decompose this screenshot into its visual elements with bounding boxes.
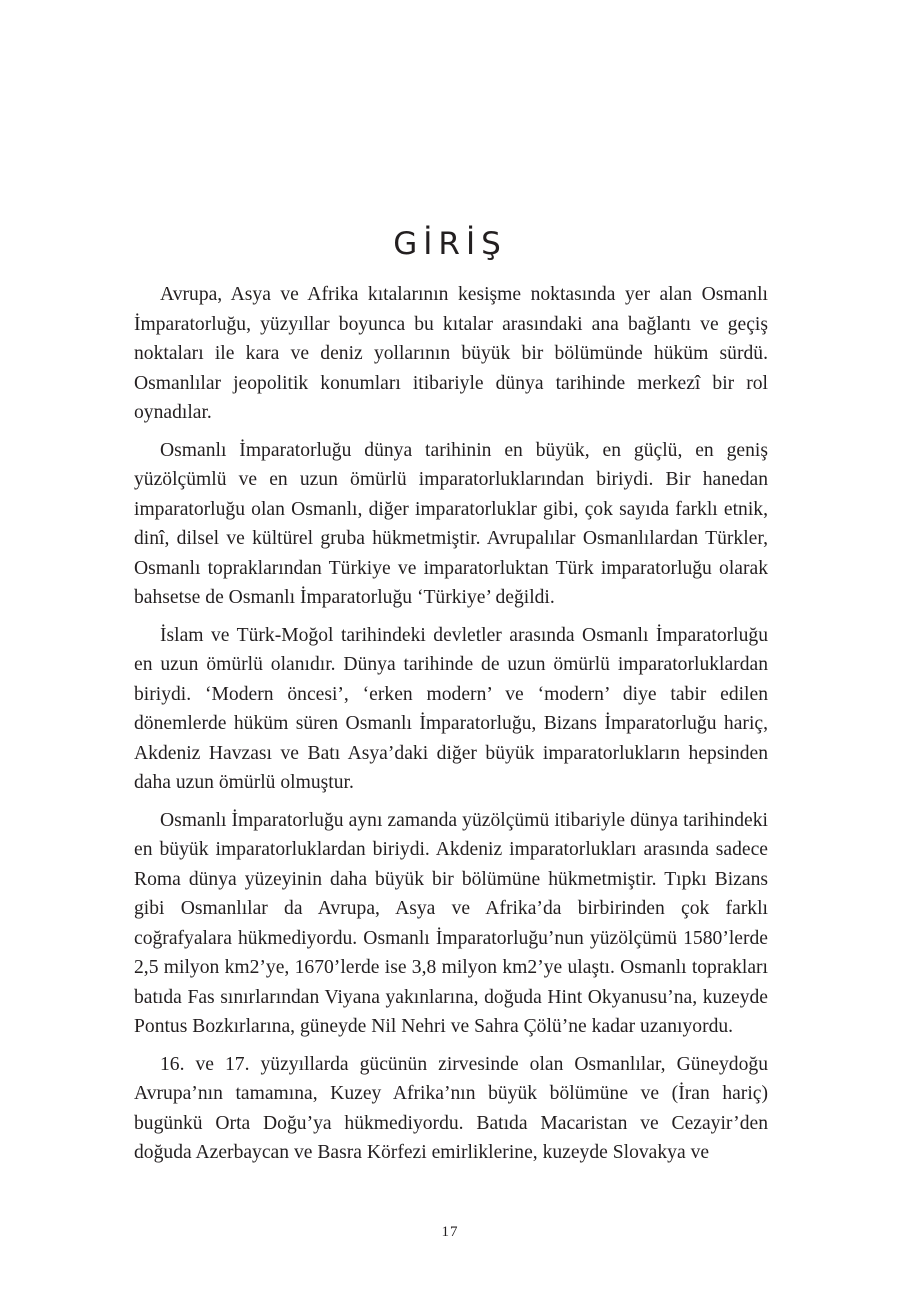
paragraph: 16. ve 17. yüzyıllarda gücünün zirvesinde olan Osmanlılar, Güneydoğu Avrupa’nın tamamına, Kuzey Afrika’nın büyük bölümüne ve (İran hariç) bugünkü Orta Doğu’ya hükmediyordu. Batıda Macaristan ve Cezayir’den doğuda Azerbaycan ve Basra Körfezi emirliklerine, kuzeyde Slovakya ve	[134, 1053, 768, 1163]
chapter-title: GİRİŞ	[393, 226, 507, 262]
paragraph: İslam ve Türk-Moğol tarihindeki devletler arasında Osmanlı İmparatorluğu en uzun ömürlü olanıdır. Dünya tarihinde de uzun ömürlü imparatorluklardan biriydi. ‘Modern öncesi’, ‘erken modern’ ve ‘modern’ diye tabir edilen dönemlerde hüküm süren Osmanlı İmparatorluğu, Bizans İmparatorluğu hariç, Akdeniz Havzası ve Batı Asya’daki diğer büyük imparatorlukların hepsinden daha uzun ömürlü olmuştur.	[134, 624, 768, 793]
body-text	[134, 280, 768, 1176]
paragraph: Avrupa, Asya ve Afrika kıtalarının kesişme noktasında yer alan Osmanlı İmparatorluğu, yüzyıllar boyunca bu kıtalar arasındaki ana bağlantı ve geçiş noktaları ile kara ve deniz yollarının büyük bir bölümünde hüküm sürdü. Osmanlılar jeopolitik konumları itibariyle dünya tarihinde merkezî bir rol oynadılar.	[134, 284, 768, 423]
paragraph: Osmanlı İmparatorluğu dünya tarihinin en büyük, en güçlü, en geniş yüzölçümlü ve en uzun ömürlü imparatorluklarından biriydi. Bir hanedan imparatorluğu olan Osmanlı, diğer imparatorluklar gibi, çok sayıda farklı etnik, dinî, dilsel ve kültürel gruba hükmetmiştir. Avrupalılar Osmanlılardan Türkler, Osmanlı topraklarından Türkiye ve imparatorluktan Türk imparatorluğu olarak bahsetse de Osmanlı İmparatorluğu ‘Türkiye’ değildi.	[134, 439, 768, 608]
page-number: 17	[441, 1224, 459, 1240]
paragraph: Osmanlı İmparatorluğu aynı zamanda yüzölçümü itibariyle dünya tarihindeki en büyük imparatorluklardan biriydi. Akdeniz imparatorlukları arasında sadece Roma dünya yüzeyinin daha büyük bir bölümüne hükmetmiştir. Tıpkı Bizans gibi Osmanlılar da Avrupa, Asya ve Afrika’da birbirinden çok farklı coğrafyalara hükmediyordu. Osmanlı İmparatorluğu’nun yüzölçümü 1580’lerde 2,5 milyon km2’ye, 1670’lerde ise 3,8 milyon km2’ye ulaştı. Osmanlı toprakları batıda Fas sınırlarından Viyana yakınlarına, doğuda Hint Okyanusu’na, kuzeyde Pontus Bozkırlarına, güneyde Nil Nehri ve Sahra Çölü’ne kadar uzanıyordu.	[134, 809, 768, 1037]
